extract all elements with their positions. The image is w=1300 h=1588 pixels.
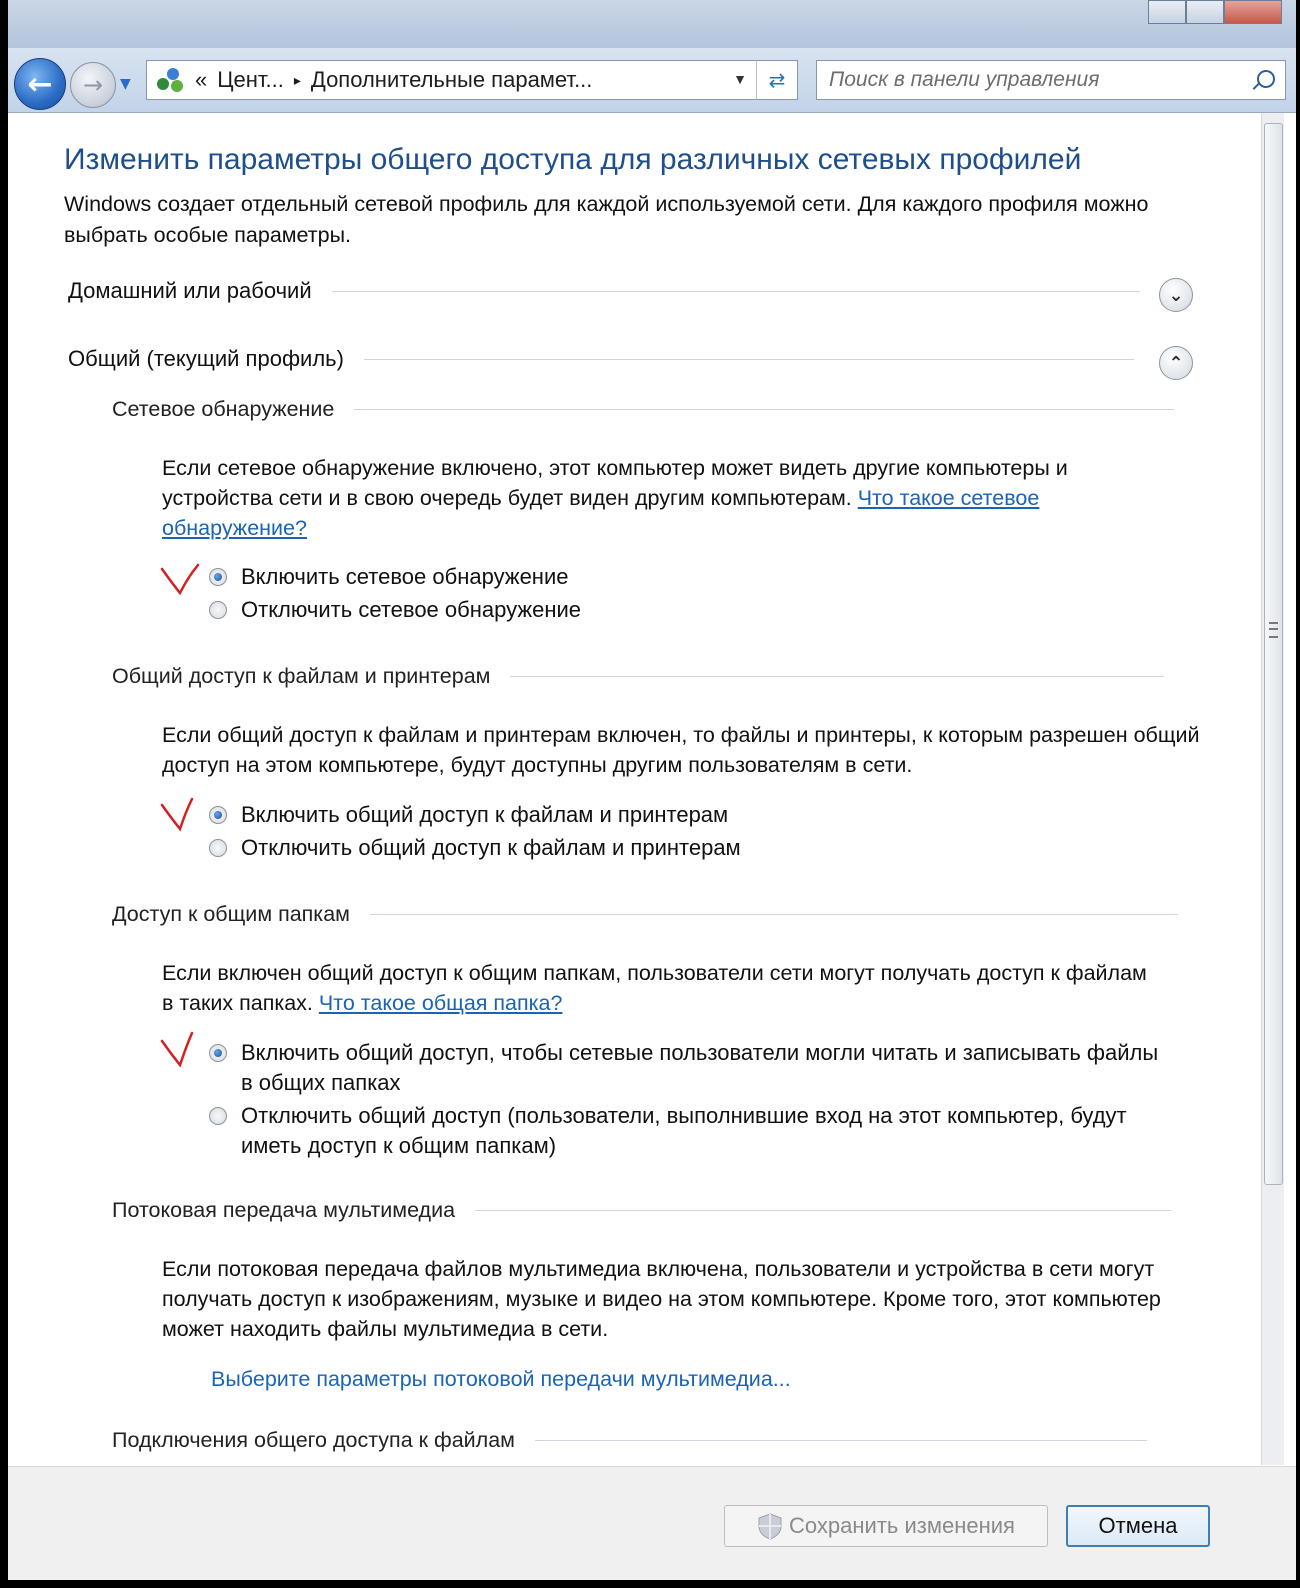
search-input[interactable] — [827, 61, 1251, 99]
section-title: Общий доступ к файлам и принтерам — [112, 664, 491, 688]
maximize-button[interactable] — [1186, 0, 1224, 24]
radio-label[interactable]: Отключить общий доступ к файлам и принтерам — [241, 835, 741, 860]
breadcrumb-network-center[interactable]: Цент... — [217, 67, 284, 92]
content-area — [8, 113, 1248, 1465]
breadcrumb-prefix[interactable]: « — [195, 67, 208, 92]
back-button[interactable] — [14, 58, 66, 110]
radio-label[interactable]: Отключить общий доступ (пользователи, выполнившие вход на этот компьютер, будут иметь доступ к общим папкам) — [241, 1103, 1127, 1158]
section-description — [162, 958, 1162, 1018]
red-checkmark-annotation — [158, 1029, 204, 1069]
radio-file-sharing-on[interactable] — [209, 800, 728, 830]
refresh-icon: ⇄ — [768, 69, 786, 92]
divider — [332, 291, 1140, 292]
forward-button[interactable] — [70, 62, 116, 108]
collapse-chevron-icon[interactable]: ⌃ — [1159, 346, 1193, 380]
search-box[interactable] — [816, 60, 1286, 100]
radio-discovery-off[interactable] — [209, 595, 581, 625]
save-changes-label[interactable]: Сохранить изменения — [789, 1513, 1015, 1538]
what-is-public-folder-link[interactable]: Что такое общая папка? — [318, 991, 563, 1015]
navigation-bar — [8, 48, 1296, 113]
section-title: Подключения общего доступа к файлам — [112, 1428, 515, 1452]
section-file-printer-sharing — [112, 664, 1164, 689]
radio-button[interactable] — [209, 601, 227, 619]
section-description: Если потоковая передача файлов мультимедиа включена, пользователи и устройства в сети могут получать доступ к изображениям, музыке и видео на этом компьютере. Кроме того, этот компьютер может находить файлы мультимедиа в сети. — [162, 1257, 1161, 1341]
page-title: Изменить параметры общего доступа для различных сетевых профилей — [64, 143, 1082, 176]
control-panel-window — [8, 0, 1296, 1580]
radio-file-sharing-off[interactable] — [209, 833, 741, 863]
caption-buttons — [1148, 0, 1282, 24]
radio-button[interactable] — [209, 1107, 227, 1125]
breadcrumb-advanced-settings[interactable]: Дополнительные парамет... — [310, 67, 593, 92]
grip-icon — [1269, 622, 1278, 638]
breadcrumb-separator-icon[interactable]: ▸ — [293, 71, 301, 88]
section-media-streaming — [112, 1198, 1171, 1223]
public-folders-desc-text: Если включен общий доступ к общим папкам, пользователи сети могут получать доступ к файлам в таких папках. — [162, 961, 1147, 1015]
forward-arrow-icon: → — [82, 71, 104, 99]
profile-public-current[interactable] — [68, 346, 1134, 372]
radio-public-folders-on[interactable] — [209, 1038, 1169, 1098]
cancel-button[interactable]: Отмена — [1066, 1505, 1210, 1547]
radio-discovery-on[interactable] — [209, 562, 568, 592]
page-intro: Windows создает отдельный сетевой профиль для каждой используемой сети. Для каждого профиля можно выбрать особые параметры. — [64, 192, 1149, 247]
section-file-sharing-connections — [112, 1428, 1147, 1453]
section-title: Потоковая передача мультимедиа — [112, 1198, 456, 1222]
divider — [370, 914, 1178, 915]
divider — [364, 359, 1134, 360]
radio-button[interactable] — [209, 839, 227, 857]
radio-button-selected[interactable] — [209, 568, 227, 586]
title-bar — [8, 0, 1296, 48]
radio-public-folders-off[interactable] — [209, 1101, 1169, 1161]
divider — [475, 1210, 1171, 1211]
profile-public-label[interactable]: Общий (текущий профиль) — [68, 346, 344, 371]
vertical-scrollbar[interactable] — [1261, 113, 1284, 1465]
profile-home-work[interactable] — [68, 278, 1140, 304]
radio-label[interactable]: Отключить сетевое обнаружение — [241, 597, 581, 622]
history-dropdown-icon[interactable]: ▼ — [120, 76, 131, 92]
red-checkmark-annotation — [158, 561, 204, 601]
network-center-icon — [155, 66, 185, 94]
profile-home-work-label[interactable]: Домашний или рабочий — [68, 278, 312, 303]
what-is-network-discovery-link[interactable]: Что такое сетевое обнаружение? — [162, 486, 1040, 540]
section-public-folder-sharing — [112, 902, 1178, 927]
back-arrow-icon: ← — [27, 66, 53, 102]
media-streaming-options-link[interactable]: Выберите параметры потоковой передачи мультимедиа... — [211, 1367, 791, 1391]
footer-bar — [8, 1466, 1296, 1580]
close-button[interactable] — [1224, 0, 1282, 24]
section-description — [162, 453, 1162, 543]
radio-label[interactable]: Включить общий доступ, чтобы сетевые пользователи могли читать и записывать файлы в общих папках — [241, 1040, 1159, 1095]
divider — [510, 676, 1164, 677]
minimize-button[interactable] — [1148, 0, 1186, 24]
section-title: Доступ к общим папкам — [112, 902, 350, 926]
radio-label[interactable]: Включить общий доступ к файлам и принтерам — [241, 802, 729, 827]
section-network-discovery — [112, 397, 1174, 422]
divider — [354, 409, 1174, 410]
section-title: Сетевое обнаружение — [112, 397, 335, 421]
radio-button-selected[interactable] — [209, 806, 227, 824]
uac-shield-icon — [757, 1512, 783, 1540]
address-dropdown-icon[interactable]: ▼ — [733, 71, 747, 87]
address-bar[interactable] — [146, 60, 798, 100]
radio-label[interactable]: Включить сетевое обнаружение — [241, 564, 569, 589]
save-changes-button[interactable] — [724, 1505, 1048, 1547]
scrollbar-thumb[interactable] — [1264, 123, 1283, 1185]
expand-chevron-icon[interactable]: ⌄ — [1159, 278, 1193, 312]
red-checkmark-annotation — [158, 795, 204, 835]
divider — [535, 1440, 1147, 1441]
refresh-button[interactable] — [756, 61, 797, 99]
section-description: Если общий доступ к файлам и принтерам включен, то файлы и принтеры, к которым разрешен общий доступ на этом компьютере, будут доступны другим пользователям в сети. — [162, 723, 1200, 777]
radio-button-selected[interactable] — [209, 1044, 227, 1062]
search-icon[interactable] — [1257, 70, 1275, 88]
discovery-desc-text: Если сетевое обнаружение включено, этот компьютер может видеть другие компьютеры и устройства сети и в свою очередь будет виден другим компьютерам. — [162, 456, 1068, 510]
